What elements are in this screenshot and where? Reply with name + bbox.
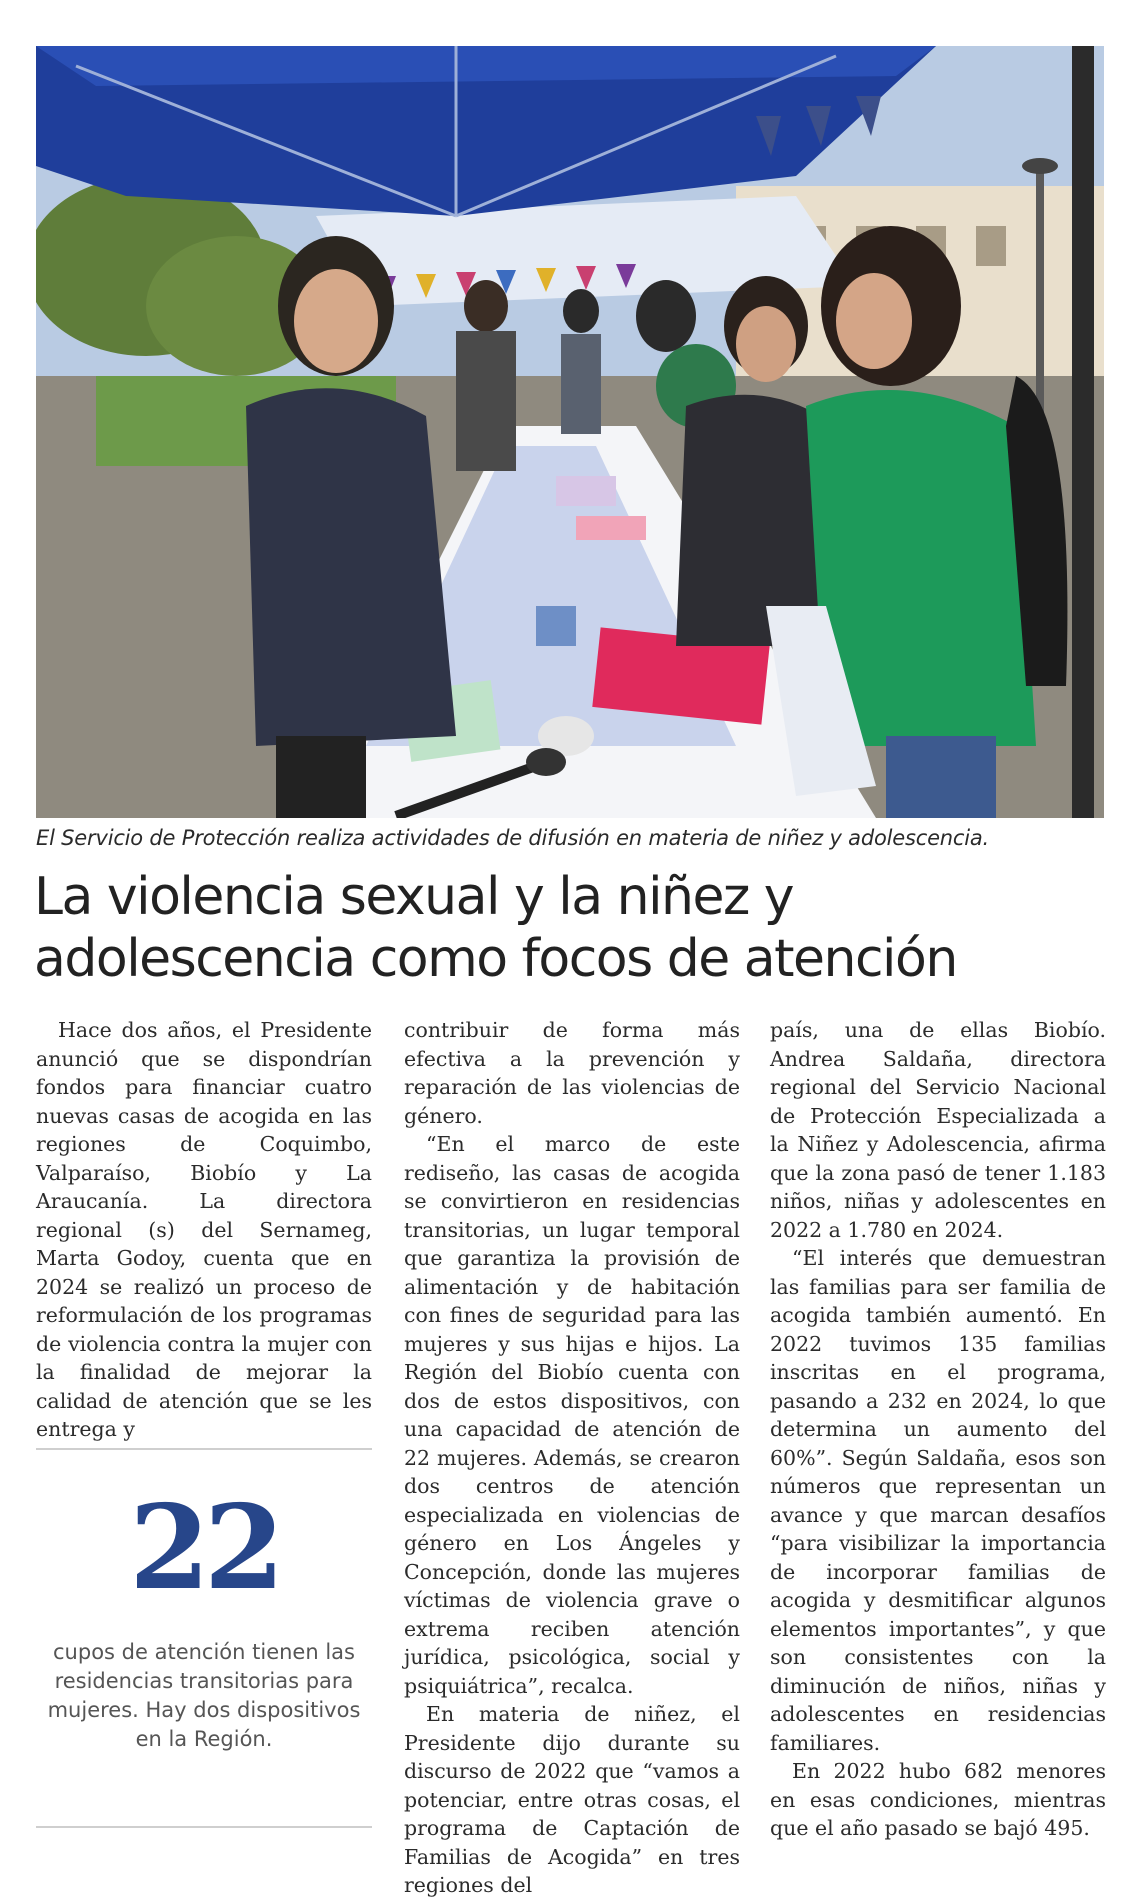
sidebar-bottom-rule bbox=[36, 1826, 372, 1828]
article-column-3 bbox=[770, 1016, 1106, 1843]
photo-illustration bbox=[36, 46, 1104, 818]
headline-line-2: adolescencia como focos de atención bbox=[34, 929, 957, 989]
article-column-2 bbox=[404, 1016, 740, 1900]
article-column-1 bbox=[36, 1016, 372, 1444]
paragraph: Hace dos años, el Presidente anunció que se dispondrían fondos para financiar cuatro nuevas casas de acogida en las regiones de Coquimbo, Valparaíso, Biobío y La Araucanía. La directora regional (s) del Sernameg, Marta Godoy, cuenta que en 2024 se realizó un proceso de reformulación de los programas de violencia contra la mujer con la finalidad de mejorar la calidad de atención que se les entrega y bbox=[36, 1018, 372, 1441]
headline bbox=[34, 866, 1104, 990]
paragraph: En 2022 hubo 682 menores en esas condiciones, mientras que el año pasado se bajó 495. bbox=[770, 1759, 1106, 1840]
paragraph: país, una de ellas Biobío. Andrea Saldaña, directora regional del Servicio Nacional de Protección Especializada a la Niñez y Adolescencia, afirma que la zona pasó de tener 1.183 niños, niñas y adolescentes en 2022 a 1.780 en 2024. bbox=[770, 1018, 1106, 1242]
stat-description: cupos de atención tienen las residencias transitorias para mujeres. Hay dos dispositivos en la Región. bbox=[47, 1640, 361, 1751]
headline-line-1: La violencia sexual y la niñez y bbox=[34, 867, 794, 927]
sidebar-top-rule bbox=[36, 1448, 372, 1450]
paragraph: “En el marco de este rediseño, las casas de acogida se convirtieron en residencias transitorias, un lugar temporal que garantiza la provisión de alimentación y de habitación con fines de seguridad para las mujeres y sus hijas e hijos. La Región del Biobío cuenta con dos de estos dispositivos, con una capacidad de atención de 22 mujeres. Además, se crearon dos centros de atención especializada en violencias de género en Los Ángeles y Concepción, donde las mujeres víctimas de violencia grave o extrema reciben atención jurídica, psicológica, social y psiquiátrica”, recalca. bbox=[404, 1132, 740, 1698]
paragraph: contribuir de forma más efectiva a la prevención y reparación de las violencias de género. bbox=[404, 1018, 740, 1128]
paragraph: “El interés que demuestran las familias para ser familia de acogida también aumentó. En 2022 tuvimos 135 familias inscritas en el programa, pasando a 232 en 2024, lo que determina un aumento del 60%”. Según Saldaña, esos son números que representan un avance y que marcan desafíos “para visibilizar la importancia de incorporar familias de acogida y desmitificar algunos elementos importantes”, y que son consistentes con la diminución de niños, niñas y adolescentes en residencias familiares. bbox=[770, 1246, 1106, 1755]
article-photo bbox=[36, 46, 1104, 818]
paragraph: En materia de niñez, el Presidente dijo durante su discurso de 2022 que “vamos a potenciar, entre otras cosas, el programa de Captación de Familias de Acogida” en tres regiones del bbox=[404, 1702, 740, 1897]
stat-number: 22 bbox=[129, 1480, 279, 1616]
photo-caption: El Servicio de Protección realiza actividades de difusión en materia de niñez y adolescencia. bbox=[36, 826, 990, 850]
